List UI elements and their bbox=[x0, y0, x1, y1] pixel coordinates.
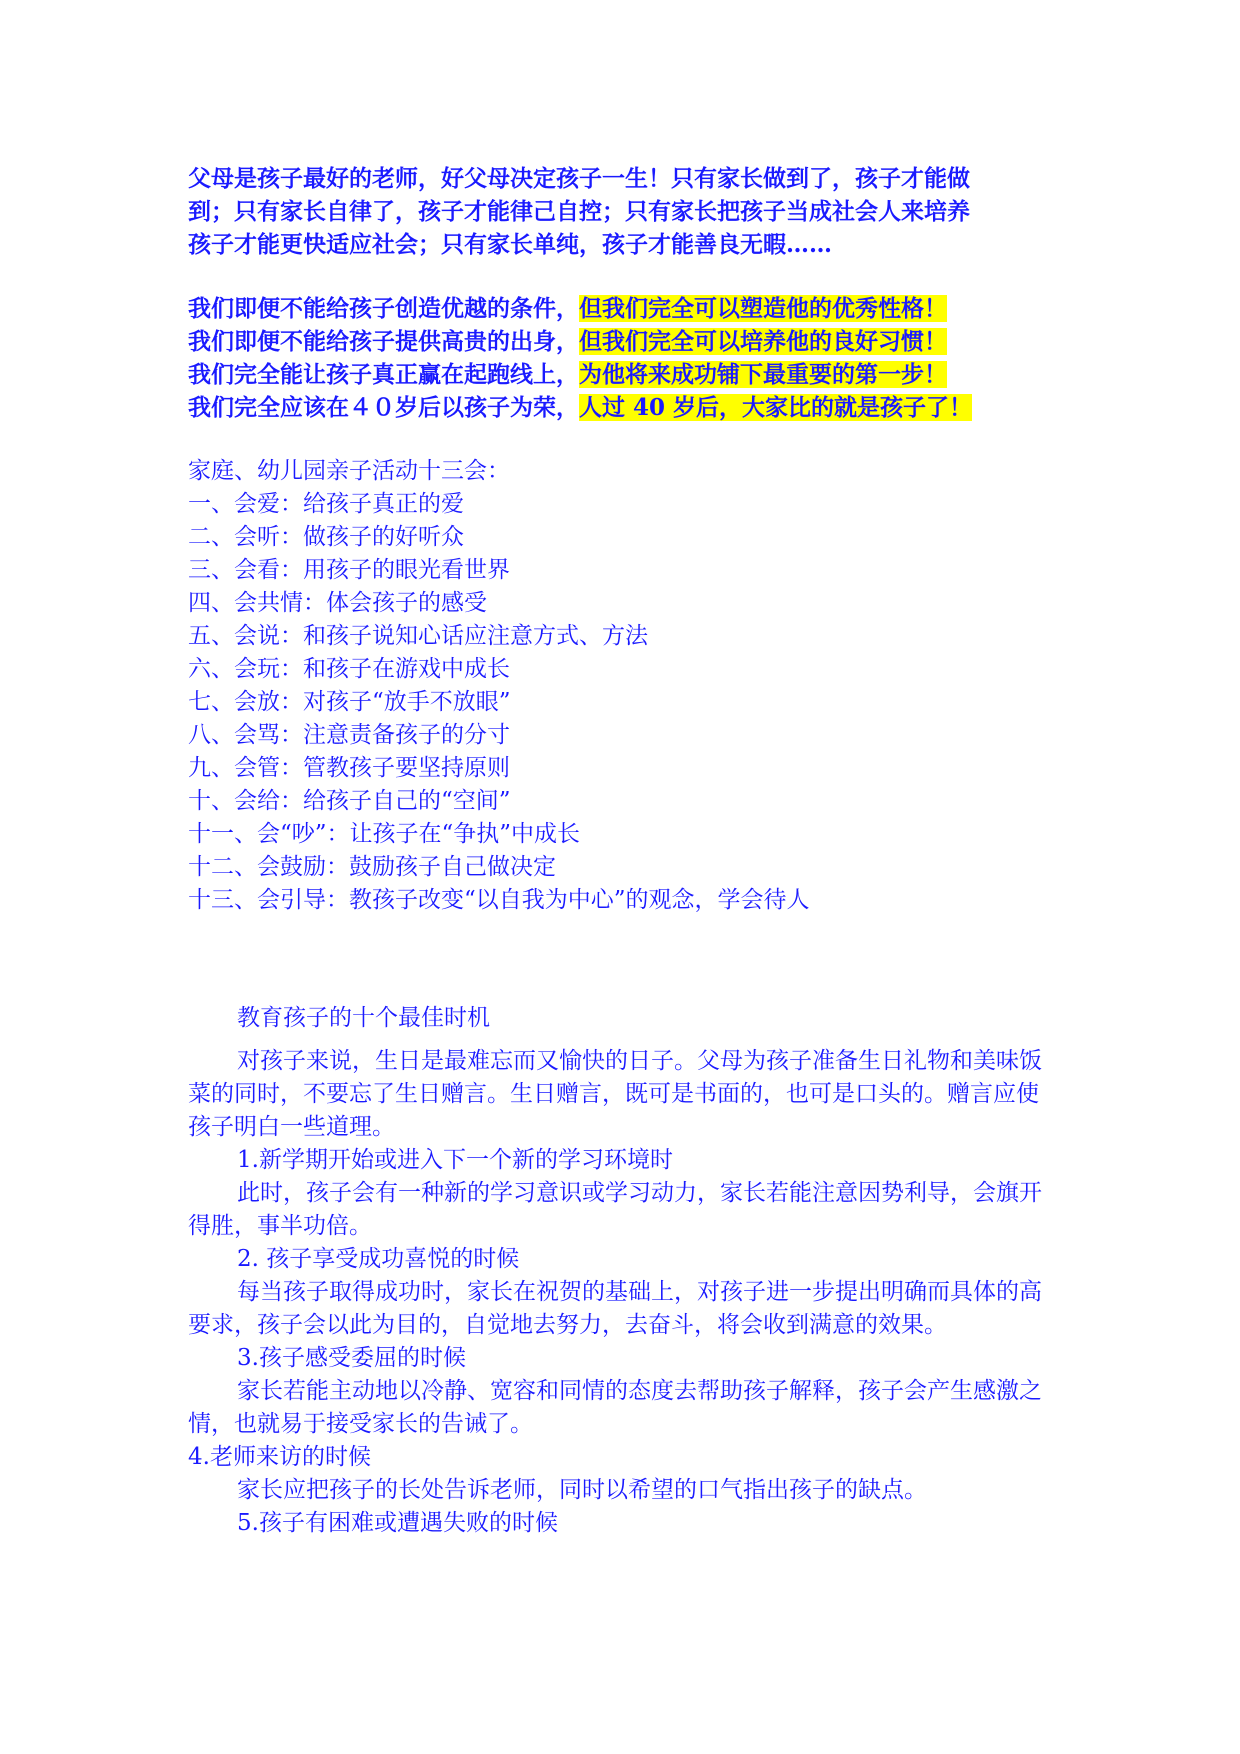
intro-line: 孩子才能更快适应社会；只有家长单纯，孩子才能善良无暇…… bbox=[188, 231, 832, 258]
essay-point-heading: 5.孩子有困难或遭遇失败的时候 bbox=[237, 1510, 558, 1536]
slogan-lead: 我们即便不能给孩子创造优越的条件， bbox=[188, 295, 579, 322]
essay-line: 激之情，也就易于接受家长的告诫了。 bbox=[188, 1378, 1042, 1437]
slogan-highlight: 但我们完全可以培养他的良好习惯！ bbox=[579, 328, 947, 355]
skills-title: 家庭、幼儿园亲子活动十三会： bbox=[188, 458, 510, 484]
intro-line: 父母是孩子最好的老师，好父母决定孩子一生！只有家长做到了，孩子才能做 bbox=[188, 165, 970, 192]
skills-item: 一、会爱：给孩子真正的爱 bbox=[188, 491, 464, 517]
essay-paragraph: 家长应把孩子的长处告诉老师，同时以希望的口气指出孩子的缺点。 bbox=[237, 1477, 927, 1503]
essay-point-heading: 1.新学期开始或进入下一个新的学习环境时 bbox=[237, 1147, 673, 1173]
skills-list bbox=[188, 455, 1058, 917]
essay-line: 每当孩子取得成功时，家长在祝贺的基础上，对孩子进一步提出明确而具 bbox=[237, 1279, 973, 1305]
essay-line: 味饭菜的同时，不要忘了生日赠言。生日赠言，既可是书面的，也可是口头的。 bbox=[188, 1048, 1042, 1107]
slogan-block bbox=[188, 292, 1058, 424]
essay-paragraph bbox=[188, 1375, 1058, 1441]
skills-item: 九、会管：管教孩子要坚持原则 bbox=[188, 755, 510, 781]
essay-line: 赠言应使孩子明白一些道理。 bbox=[188, 1081, 1039, 1140]
essay-line: 会旗开得胜，事半功倍。 bbox=[188, 1180, 1042, 1239]
essay-section bbox=[188, 1002, 1058, 1540]
skills-item: 十三、会引导：教孩子改变“以自我为中心”的观念，学会待人 bbox=[188, 887, 810, 913]
slogan-line bbox=[188, 325, 1058, 358]
intro-line: 到；只有家长自律了，孩子才能律己自控；只有家长把孩子当成社会人来培养 bbox=[188, 198, 970, 225]
essay-line: 家长若能主动地以冷静、宽容和同情的态度去帮助孩子解释，孩子会产生感 bbox=[237, 1378, 996, 1404]
slogan-highlight: 但我们完全可以塑造他的优秀性格！ bbox=[579, 295, 947, 322]
skills-item: 二、会听：做孩子的好听众 bbox=[188, 524, 464, 550]
essay-line: 体的高要求，孩子会以此为目的，自觉地去努力，去奋斗，将会收到满意的效 bbox=[188, 1279, 1042, 1338]
essay-point-heading: 3.孩子感受委屈的时候 bbox=[237, 1345, 466, 1371]
skills-item: 五、会说：和孩子说知心话应注意方式、方法 bbox=[188, 623, 648, 649]
skills-item: 八、会骂：注意责备孩子的分寸 bbox=[188, 722, 510, 748]
slogan-line bbox=[188, 391, 1058, 424]
essay-title: 教育孩子的十个最佳时机 bbox=[237, 1005, 490, 1031]
slogan-line bbox=[188, 358, 1058, 391]
document-page bbox=[188, 162, 1058, 1540]
skills-item: 六、会玩：和孩子在游戏中成长 bbox=[188, 656, 510, 682]
skills-item: 十、会给：给孩子自己的“空间” bbox=[188, 788, 511, 814]
essay-paragraph bbox=[188, 1045, 1058, 1144]
essay-point-heading: 4.老师来访的时候 bbox=[188, 1444, 371, 1470]
slogan-lead: 我们完全能让孩子真正赢在起跑线上， bbox=[188, 361, 579, 388]
skills-item: 十二、会鼓励：鼓励孩子自己做决定 bbox=[188, 854, 556, 880]
essay-line: 果。 bbox=[901, 1312, 947, 1338]
slogan-lead: 我们即便不能给孩子提供高贵的出身， bbox=[188, 328, 579, 355]
intro-paragraph bbox=[188, 162, 1058, 261]
slogan-line bbox=[188, 292, 1058, 325]
skills-item: 四、会共情：体会孩子的感受 bbox=[188, 590, 487, 616]
skills-item: 三、会看：用孩子的眼光看世界 bbox=[188, 557, 510, 583]
slogan-highlight: 为他将来成功铺下最重要的第一步！ bbox=[579, 361, 947, 388]
essay-line: 对孩子来说，生日是最难忘而又愉快的日子。父母为孩子准备生日礼物和美 bbox=[237, 1048, 996, 1074]
essay-paragraph bbox=[188, 1276, 1058, 1342]
slogan-highlight: 人过 40 岁后，大家比的就是孩子了！ bbox=[579, 394, 973, 421]
slogan-lead: 我们完全应该在４０岁后以孩子为荣， bbox=[188, 394, 579, 421]
essay-point-heading: 2. 孩子享受成功喜悦的时候 bbox=[237, 1246, 520, 1272]
essay-paragraph bbox=[188, 1177, 1058, 1243]
essay-line: 此时，孩子会有一种新的学习意识或学习动力，家长若能注意因势利导， bbox=[237, 1180, 973, 1206]
skills-item: 七、会放：对孩子“放手不放眼” bbox=[188, 689, 511, 715]
skills-item: 十一、会“吵”：让孩子在“争执”中成长 bbox=[188, 821, 581, 847]
